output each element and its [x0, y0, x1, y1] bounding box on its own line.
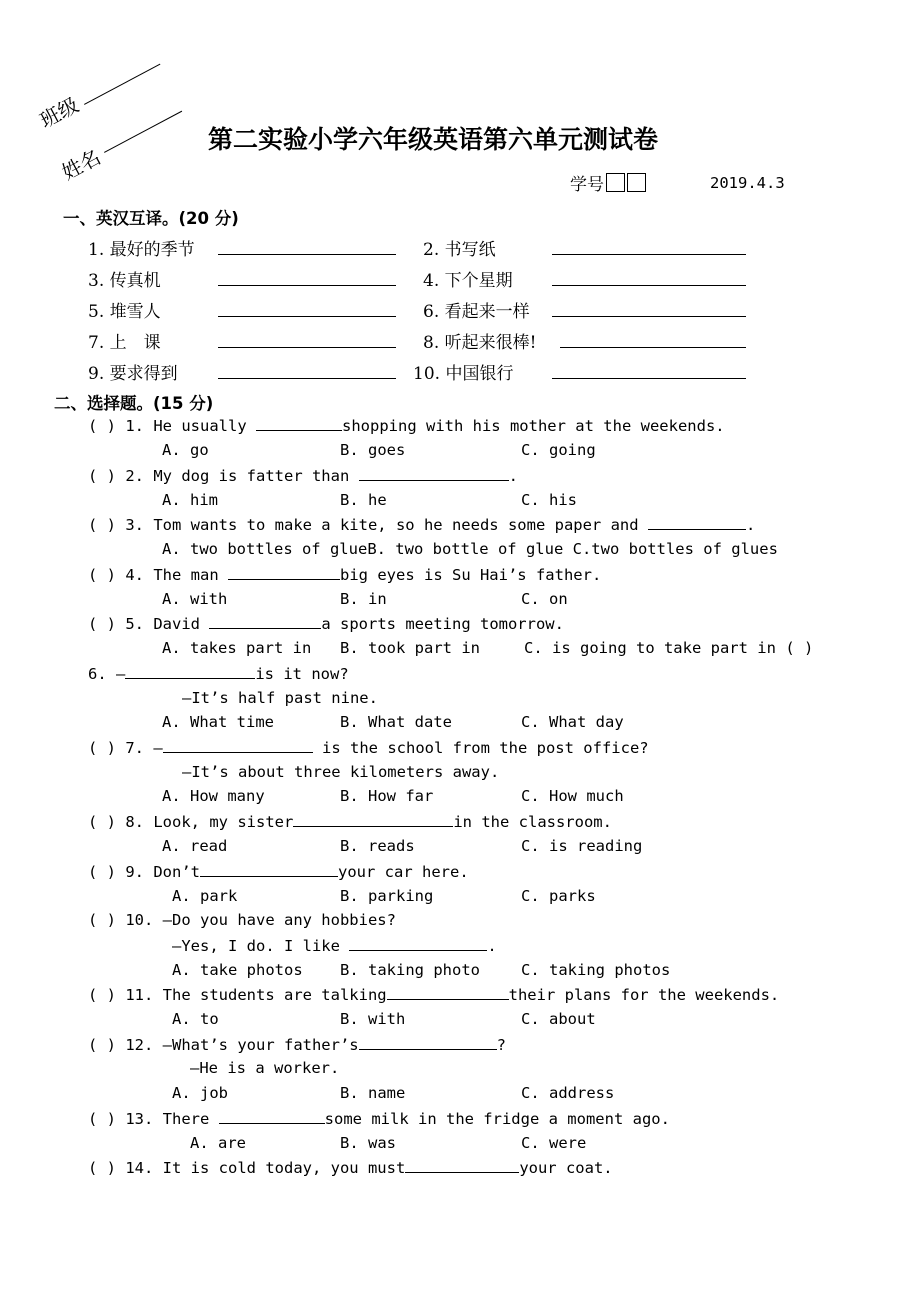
question-text: shopping with his mother at the weekends.: [342, 417, 725, 435]
answer-blank[interactable]: [209, 614, 321, 629]
answer-paren[interactable]: ( ): [88, 813, 116, 831]
question-text: big eyes is Su Hai’s father.: [340, 566, 602, 584]
question-10: [88, 911, 396, 929]
question-11: [88, 985, 779, 1004]
item-number: 6.: [423, 302, 440, 322]
class-label: [34, 89, 83, 133]
option-a[interactable]: A. park: [172, 887, 238, 905]
option-b[interactable]: B. two bottle of glue: [367, 540, 564, 558]
option-b[interactable]: B. he: [340, 491, 387, 509]
option-b[interactable]: B. reads: [340, 837, 415, 855]
answer-paren[interactable]: ( ): [88, 739, 116, 757]
option-a[interactable]: A. take photos: [172, 961, 303, 979]
option-a[interactable]: A. read: [162, 837, 228, 855]
page-title: 第二实验小学六年级英语第六单元测试卷: [208, 125, 659, 154]
option-c[interactable]: C. about: [521, 1010, 596, 1028]
option-c[interactable]: C. is reading: [521, 837, 643, 855]
question-5: [88, 614, 564, 633]
question-text: ?: [496, 1036, 506, 1054]
option-a[interactable]: A. him: [162, 491, 218, 509]
answer-paren[interactable]: ( ): [88, 1159, 116, 1177]
question-text: .: [508, 467, 518, 485]
option-a[interactable]: A. to: [172, 1010, 219, 1028]
answer-line[interactable]: [218, 347, 396, 348]
answer-paren[interactable]: ( ): [88, 911, 116, 929]
option-c[interactable]: C. address: [521, 1084, 615, 1102]
question-1: [88, 416, 725, 435]
section1-heading: 一、英汉互译。(20 分): [63, 209, 239, 228]
answer-line[interactable]: [218, 378, 396, 379]
question-text: is the school from the post office?: [312, 739, 649, 757]
option-a[interactable]: A. with: [162, 590, 228, 608]
question-6: [88, 664, 349, 683]
question-8: [88, 812, 612, 831]
question-text: 7. —: [125, 739, 163, 757]
option-c[interactable]: C. parks: [521, 887, 596, 905]
answer-blank[interactable]: [648, 515, 746, 530]
question-text: 6. —: [88, 665, 126, 683]
answer-line[interactable]: [218, 316, 396, 317]
option-row: [162, 540, 778, 558]
vocab-item: [423, 266, 513, 291]
question-text: in the classroom.: [453, 813, 612, 831]
item-text: 上 课: [109, 333, 161, 353]
item-number: 5.: [88, 302, 105, 322]
question-text: .: [745, 516, 756, 534]
name-underline: [104, 111, 182, 153]
vocab-item: [88, 235, 195, 260]
answer-blank[interactable]: [349, 936, 487, 951]
question-9: [88, 862, 469, 881]
vocab-item: [413, 359, 513, 384]
dialogue-answer: —He is a worker.: [190, 1059, 340, 1077]
answer-blank[interactable]: [387, 985, 509, 1000]
question-text: 12. —What’s your father’s: [125, 1036, 359, 1054]
question-text: your car here.: [338, 863, 469, 881]
answer-blank[interactable]: [256, 416, 342, 431]
answer-blank[interactable]: [359, 1035, 497, 1050]
answer-line[interactable]: [560, 347, 746, 348]
question-2: [88, 466, 518, 485]
option-c[interactable]: C.two bottles of glues: [572, 540, 778, 558]
option-a[interactable]: A. go: [162, 441, 209, 459]
option-b[interactable]: B. took part in: [340, 639, 480, 657]
option-b[interactable]: B. What date: [340, 713, 452, 731]
question-text: 4. The man: [125, 566, 228, 584]
option-c[interactable]: C. going: [521, 441, 596, 459]
question-text: 14. It is cold today, you must: [125, 1159, 406, 1177]
option-a[interactable]: A. job: [172, 1084, 228, 1102]
answer-blank[interactable]: [359, 466, 509, 481]
item-text: 下个星期: [444, 271, 513, 291]
dialogue-answer: —It’s half past nine.: [182, 689, 378, 707]
vocab-item: [423, 328, 536, 353]
question-12: [88, 1035, 506, 1054]
option-a[interactable]: A. takes part in: [162, 639, 312, 657]
answer-paren[interactable]: ( ): [88, 986, 116, 1004]
digit-box[interactable]: [627, 173, 646, 192]
option-c[interactable]: C. What day: [521, 713, 624, 731]
vocab-item: [88, 328, 161, 353]
question-text: —Yes, I do. I like: [172, 937, 350, 955]
item-text: 听起来很棒!: [444, 333, 537, 353]
question-text: 11. The students are talking: [125, 986, 387, 1004]
student-number: [570, 170, 646, 195]
answer-blank[interactable]: [228, 565, 340, 580]
answer-line[interactable]: [552, 316, 746, 317]
option-c[interactable]: C. his: [521, 491, 577, 509]
option-c[interactable]: C. taking photos: [521, 961, 671, 979]
vocab-item: [423, 297, 530, 322]
name-label: [56, 141, 105, 185]
option-c[interactable]: C. is going to take part in: [524, 639, 776, 657]
item-text: 看起来一样: [444, 302, 530, 322]
option-b[interactable]: B. taking photo: [340, 961, 480, 979]
question-3: [88, 515, 755, 534]
answer-paren[interactable]: ( ): [88, 1036, 116, 1054]
answer-blank[interactable]: [405, 1158, 519, 1173]
question-13: [88, 1109, 670, 1128]
answer-blank[interactable]: [293, 812, 453, 827]
option-b[interactable]: B. was: [340, 1134, 396, 1152]
question-text: 13. There: [125, 1110, 219, 1128]
question-text: 9. Don’t: [125, 863, 200, 881]
option-b[interactable]: B. in: [340, 590, 387, 608]
answer-paren[interactable]: ( ): [88, 417, 116, 435]
item-text: 中国银行: [445, 364, 514, 384]
question-text: 2. My dog is fatter than: [125, 467, 359, 485]
option-a[interactable]: A. How many: [162, 787, 265, 805]
item-number: 9.: [88, 364, 105, 384]
item-number: 3.: [88, 271, 105, 291]
option-c[interactable]: C. How much: [521, 787, 624, 805]
answer-paren[interactable]: ( ): [88, 1110, 116, 1128]
question-text: 1. He usually: [125, 417, 256, 435]
item-number: 4.: [423, 271, 440, 291]
question-7: [88, 738, 649, 757]
option-b[interactable]: B. How far: [340, 787, 434, 805]
dialogue-answer: —It’s about three kilometers away.: [182, 763, 500, 781]
answer-line[interactable]: [218, 254, 396, 255]
option-c[interactable]: C. on: [521, 590, 568, 608]
vocab-item: [88, 266, 161, 291]
answer-paren[interactable]: ( ): [785, 639, 814, 657]
vocab-item: [423, 235, 496, 260]
answer-line[interactable]: [218, 285, 396, 286]
question-4: [88, 565, 601, 584]
answer-paren[interactable]: ( ): [88, 566, 116, 584]
option-c[interactable]: C. were: [521, 1134, 587, 1152]
answer-paren[interactable]: ( ): [88, 615, 116, 633]
option-b[interactable]: B. parking: [340, 887, 434, 905]
section2-heading: 二、选择题。(15 分): [54, 394, 214, 413]
question-text: 5. David: [125, 615, 210, 633]
question-text: a sports meeting tomorrow.: [321, 615, 564, 633]
class-label-text: 班级: [35, 92, 83, 133]
option-a[interactable]: A. two bottles of glue: [162, 540, 368, 558]
question-text: 8. Look, my sister: [125, 813, 294, 831]
answer-paren[interactable]: ( ): [88, 467, 116, 485]
student-number-label: 学号: [570, 175, 604, 195]
question-text: some milk in the fridge a moment ago.: [324, 1110, 670, 1128]
answer-blank[interactable]: [200, 862, 338, 877]
item-text: 书写纸: [444, 240, 496, 260]
item-text: 传真机: [109, 271, 161, 291]
question-14: [88, 1158, 613, 1177]
question-text: their plans for the weekends.: [508, 986, 780, 1004]
question-text: 10. —Do you have any hobbies?: [125, 911, 396, 929]
item-number: 7.: [88, 333, 105, 353]
class-underline: [84, 64, 160, 105]
option-a[interactable]: A. are: [190, 1134, 246, 1152]
answer-paren[interactable]: ( ): [88, 863, 116, 881]
item-number: 1.: [88, 240, 105, 260]
answer-line[interactable]: [552, 254, 746, 255]
item-number: 10.: [413, 364, 441, 384]
name-label-text: 姓名: [57, 144, 105, 185]
option-a[interactable]: A. What time: [162, 713, 274, 731]
answer-blank[interactable]: [219, 1109, 325, 1124]
option-b[interactable]: B. goes: [340, 441, 406, 459]
answer-blank[interactable]: [125, 664, 255, 679]
question-text: is it now?: [255, 665, 349, 683]
option-b[interactable]: B. name: [340, 1084, 406, 1102]
answer-paren[interactable]: ( ): [88, 516, 116, 534]
item-number: 2.: [423, 240, 440, 260]
item-text: 堆雪人: [109, 302, 161, 322]
answer-line[interactable]: [552, 378, 746, 379]
option-c-row: [524, 639, 813, 657]
question-text: your coat.: [519, 1159, 613, 1177]
question-text: .: [487, 937, 497, 955]
vocab-item: [88, 297, 161, 322]
digit-box[interactable]: [606, 173, 625, 192]
question-text: 3. Tom wants to make a kite, so he needs some paper and: [125, 516, 648, 534]
vocab-item: [88, 359, 178, 384]
answer-blank[interactable]: [163, 738, 313, 753]
question-10-line2: [172, 936, 497, 955]
exam-date: 2019.4.3: [710, 174, 785, 192]
item-text: 最好的季节: [109, 240, 195, 260]
item-text: 要求得到: [109, 364, 178, 384]
answer-line[interactable]: [552, 285, 746, 286]
item-number: 8.: [423, 333, 440, 353]
option-b[interactable]: B. with: [340, 1010, 406, 1028]
